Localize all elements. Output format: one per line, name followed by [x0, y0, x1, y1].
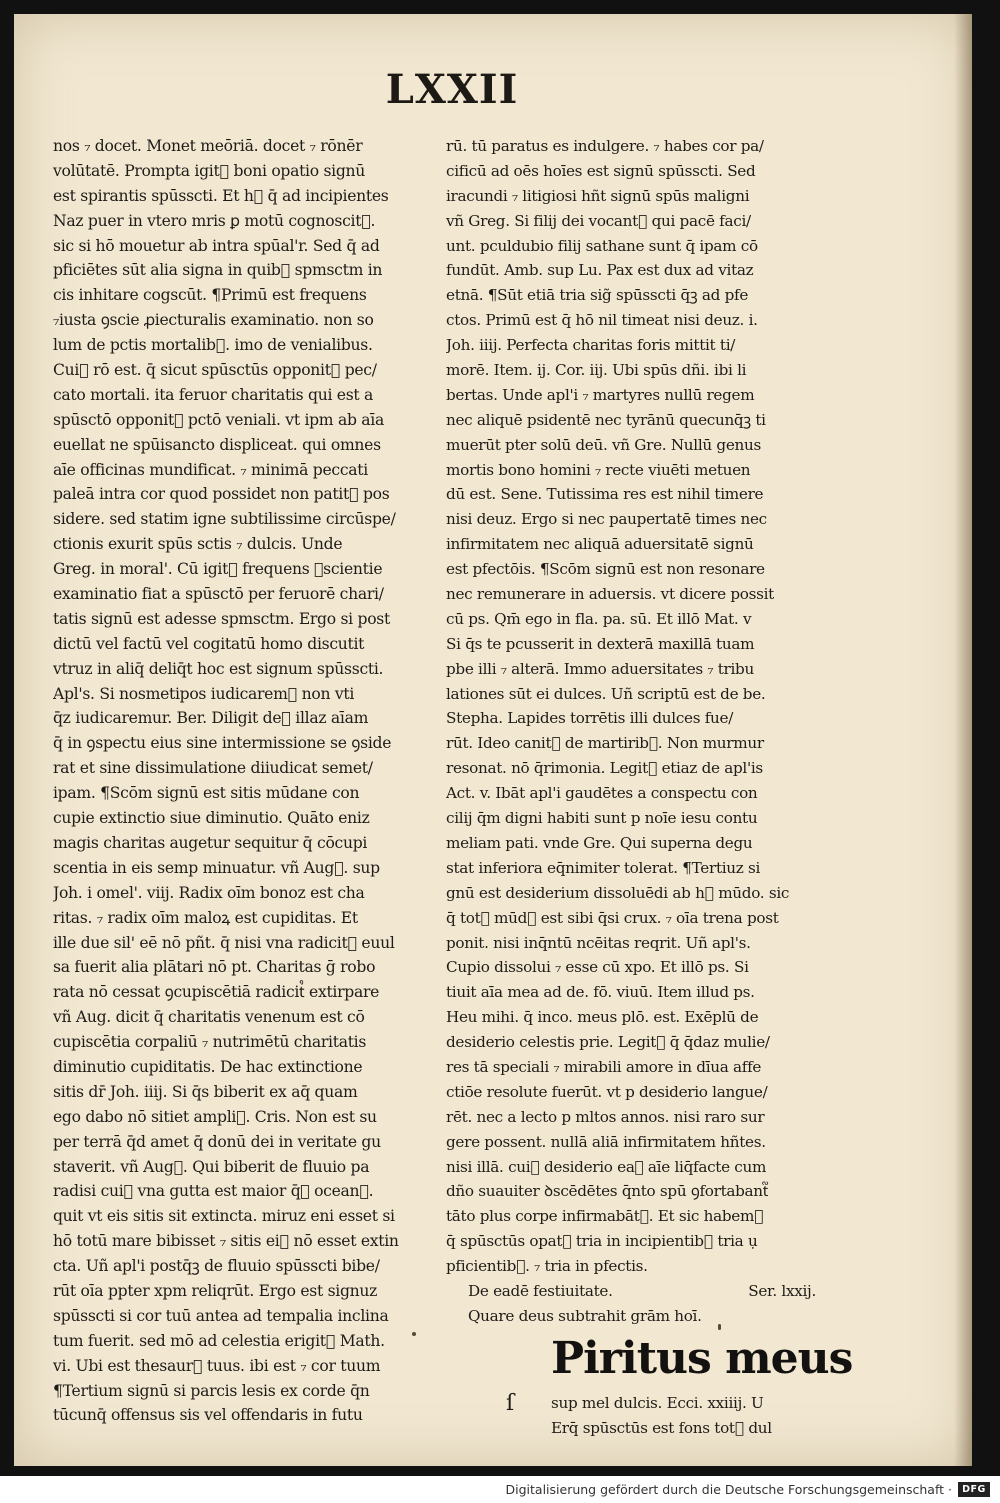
text-line: Erq̄ spūsctūs est fons tot᷒ dul [551, 1418, 772, 1437]
text-line: Joh. iiij. Perfecta charitas foris mittit ti/ [446, 336, 736, 355]
text-line: nos ₇ docet. Monet meōriā. docet ₇ rōnēr [53, 137, 363, 155]
dfg-logo-icon: DFG [958, 1482, 990, 1497]
page-edge-shadow [954, 14, 972, 1466]
text-line: ₇iusta ꝯscie ꝓiecturalis examinatio. non so [53, 311, 374, 330]
text-line: spūsscti si cor tuū antea ad tempalia inclina [53, 1306, 389, 1325]
text-line: pficientib᷒. ₇ tria in pfectis. [446, 1257, 648, 1276]
text-line: desiderio celestis prie. Legit᷑ q̄ q̄daz mulie/ [446, 1033, 770, 1052]
text-line: cupiscētia corpaliū ₇ nutrimētū charitatis [53, 1033, 367, 1052]
text-line: nisi deuz. Ergo si nec paupertatē times nec [446, 510, 767, 529]
text-line: volūtatē. Prompta igit᷑ boni opatio signū [53, 161, 366, 180]
text-line: tūcunq̄ offensus sis vel offendaris in futu [53, 1406, 363, 1425]
text-line: vtruz in aliq̄ deliq̄t hoc est signum spūsscti. [53, 659, 384, 678]
text-line: vi. Ubi est thesaur᷒ tuus. ibi est ₇ cor tuum [53, 1356, 381, 1375]
text-line: mortis bono homini ₇ recte viuēti metuen [446, 460, 751, 479]
text-line: cta. Uñ apl'i postq̄ꝫ de fluuio spūsscti bibe/ [53, 1257, 380, 1276]
text-line: Cui᷒ rō est. q̄ sicut spūsctūs opponit᷑ pec/ [53, 361, 377, 380]
text-line: rata nō cessat ꝯcupiscētiā radicit᷒ extirpare [53, 983, 380, 1002]
text-line: radisi cui᷒ vna gutta est maior q̄ꝫ ocean᷒. [53, 1182, 374, 1201]
left-column [53, 134, 425, 1428]
text-line: rū. tū paratus es indulgere. ₇ habes cor pa/ [446, 137, 764, 155]
text-line: tāto plus corpe infirmabāt᷑. Et sic habem᷒ [446, 1207, 764, 1226]
text-line: sidere. sed statim igne subtilissime circūspe/ [53, 510, 396, 529]
text-line: sic si hō mouetur ab intra spūal'r. Sed q̄ ad [53, 236, 380, 255]
text-line: hō totū mare bibisset ₇ sitis ei᷒ nō esset extin [53, 1232, 399, 1251]
text-line: stat inferiora eq̄nimiter tolerat. ¶Tertiuz si [446, 858, 761, 877]
text-line: gere possent. nullā aliā infirmitatem hñtes. [446, 1132, 766, 1151]
text-line: ipam. ¶Scōm signū est sitis mūdane con [53, 784, 360, 803]
after-initial-text [446, 1391, 830, 1441]
text-line: resonat. nō q̄rimonia. Legit᷑ etiaz de apl'is [446, 759, 763, 778]
text-line: spūsctō opponit᷑ pctō veniali. vt ipm ab aīa [53, 410, 384, 429]
text-line: infirmitatem nec aliquā aduersitatē signū [446, 535, 754, 554]
text-line: tum fuerit. sed mō ad celestia erigit᷑ Math. [53, 1331, 385, 1350]
sermon-number: Ser. lxxij. [748, 1281, 816, 1300]
text-line: gnū est desiderium dissoluēdi ab hᷓ mūdo. sic [446, 883, 790, 902]
text-line: iracundi ₇ litigiosi hñt signū spūs maligni [446, 186, 750, 205]
text-line: Naz puer in vtero mris ꝑ motū cognoscit᷑. [53, 211, 376, 230]
text-line: sup mel dulcis. Ecci. xxiiij. U [551, 1393, 764, 1412]
text-line: aīe officinas mundificat. ₇ minimā peccati [53, 460, 368, 479]
text-line: scentia in eis semp minuatur. vñ Aug᷒. sup [53, 858, 380, 877]
text-line: ponit. nisi inq̄ntū ncēitas reqrit. Uñ apl's. [446, 933, 751, 952]
text-line: cū ps. Qm̄ ego in fla. pa. sū. Et illō Mat. v [446, 609, 752, 628]
text-line: tiuit aīa mea ad de. fō. viuū. Item illud ps. [446, 983, 755, 1002]
sermon-question: Quare deus subtrahit grām hoī. [468, 1306, 702, 1325]
text-line: dño suauiter ꝺscēdētes q̄nto spū ꝯfortabant᷑ [446, 1182, 768, 1201]
text-line: vñ Aug. dicit q̄ charitatis venenum est cō [53, 1008, 365, 1027]
text-line: Apl's. Si nosmetipos iudicarem᷒ non vti [53, 684, 355, 703]
text-line: Greg. in moral'. Cū igit᷑ frequens ꝯscientie [53, 560, 383, 579]
text-line: etnā. ¶Sūt etiā tria sig̃ spūsscti q̄ꝫ ad pfe [446, 286, 749, 305]
text-line: ctionis exurit spūs sctis ₇ dulcis. Unde [53, 535, 343, 554]
right-column: rū. tū paratus es indulgere. ₇ habes cor pa/ cificū ad oēs hoīes est signū spūsscti. Sed iracundi ₇ litigiosi hñt signū spūs maligni vñ Greg. Si filij dei vocant᷑ qui pacē faci/ unt. pculdubio filij sathane sunt q̄ ipam cō fundūt. Amb. sup Lu. Pax est dux ad vitaz etnā. ¶Sūt etiā tria sig̃ spūsscti q̄ꝫ ad pfe ctos. Primū est q̄ hō nil timeat nisi deuz. i. Joh. iiij. Perfecta charitas foris mittit ti/ morē. Item. ij. Cor. iij. Ubi spūs dñi. ibi li bertas. Unde apl'i ₇ martyres nullū regem nec aliquē psidentē nec tyrānū quecunq̄ꝫ ti muerūt pter solū deū. vñ Gre. Nullū genus mortis bono homini ₇ recte viuēti metuen dū est. Sene. Tutissima res est nihil timere nisi deuz. Ergo si nec paupertatē times nec infirmitatem nec aliquā aduersitatē signū est pfectōis. ¶Scōm signū est non resonare nec remunerare in aduersis. vt dicere possit cū ps. Qm̄ ego in fla. pa. sū. Et illō Mat. v Si q̄s te pcusserit in dexterā maxillā tuam pbe illi ₇ alterā. Immo aduersitates ₇ tribu lationes sūt ei dulces. Uñ scriptū est de be. Stepha. Lapides torrētis illi dulces fue/ rūt. Ideo canit᷑ de martirib᷒. Non murmur resonat. nō q̄rimonia. Legit᷑ etiaz de apl'is Act. v. Ibāt apl'i gaudētes a conspectu con cilij q̄m digni habiti sunt p noīe iesu contu meliam pati. vnde Gre. Qui superna degu stat inferiora eq̄nimiter tolerat. ¶Tertiuz si gnū est desiderium dissoluēdi ab hᷓ mūdo. sic q̄ tot᷒ mūd᷒ est sibi q̄si crux. ₇ oīa trena post ponit. nisi inq̄ntū ncēitas reqrit. Uñ apl's. Cupio dissolui ₇ esse cū xpo. Et illō ps. Si tiuit aīa mea ad de. fō. viuū. Item illud ps. Heu mihi. q̄ inco. meus plō. est. Exēplū de desiderio celestis prie. Legit᷑ q̄ q̄daz mulie/ res tā speciali ₇ mirabili amore in dīua affe ctiōe resolute fuerūt. vt p desiderio langue/ rēt. nec a lecto p mltos annos. nisi raro sur gere possent. nullā aliā infirmitatem hñtes. nisi illā. cui᷒ desiderio eaꝝ aīe liq̄facte cum dño suauiter ꝺscēdētes q̄nto spū ꝯfortabant᷑ tāto plus corpe infirmabāt᷑. Et sic habem᷒ q̄ spūsctūs opat᷑ tria in incipientib᷒ tria ụ pficientib᷒. ₇ tria in pfectis. De eadē festiuitate. Ser. lxxij. Quare deus subtrahit grām hoī. Piritus meus ſ sup mel dulcis. Ecci. xxiiij. U Erq̄ spūsctūs est fons tot᷒ dul [446, 134, 830, 1441]
text-line: rat et sine dissimulatione diiudicat semet/ [53, 759, 373, 778]
text-line: Cupio dissolui ₇ esse cū xpo. Et illō ps. Si [446, 958, 749, 977]
text-line: ego dabo nō sitiet ampli᷒. Cris. Non est su [53, 1107, 377, 1126]
footer-bar [0, 1476, 1000, 1503]
text-line: paleā intra cor quod possidet non patit᷑ pos [53, 485, 390, 504]
text-line: nec aliquē psidentē nec tyrānū quecunq̄ꝫ ti [446, 410, 766, 429]
right-column-text [446, 134, 830, 1279]
text-line: ille due sil' eē nō pñt. q̄ nisi vna radicit᷒ euul [53, 933, 395, 952]
text-line: nisi illā. cui᷒ desiderio eaꝝ aīe liq̄facte cum [446, 1157, 767, 1176]
text-line: per terrā q̄d amet q̄ donū dei in veritate gu [53, 1132, 381, 1151]
text-line: meliam pati. vnde Gre. Qui superna degu [446, 833, 753, 852]
text-line: bertas. Unde apl'i ₇ martyres nullū regem [446, 385, 755, 404]
text-line: q̄ tot᷒ mūd᷒ est sibi q̄si crux. ₇ oīa trena post [446, 908, 779, 927]
text-line: tatis signū est adesse spmsctm. Ergo si post [53, 609, 390, 628]
text-line: diminutio cupiditatis. De hac extinctione [53, 1057, 363, 1076]
text-line: Act. v. Ibāt apl'i gaudētes a conspectu con [446, 784, 758, 803]
text-line: rūt oīa ppter xpm reliqrūt. Ergo est signuz [53, 1281, 378, 1300]
text-line: fundūt. Amb. sup Lu. Pax est dux ad vitaz [446, 261, 754, 280]
text-line: Si q̄s te pcusserit in dexterā maxillā tuam [446, 634, 755, 653]
text-line: rūt. Ideo canit᷑ de martirib᷒. Non murmur [446, 734, 764, 753]
text-line: staverit. vñ Aug᷒. Qui biberit de fluuio pa [53, 1157, 370, 1176]
text-line: ctos. Primū est q̄ hō nil timeat nisi deuz. i. [446, 311, 758, 330]
text-line: quit vt eis sitis sit extincta. miruz eni esset si [53, 1207, 395, 1226]
funding-notice: Digitalisierung gefördert durch die Deutsche Forschungsgemeinschaft · [505, 1482, 952, 1497]
text-line: dū est. Sene. Tutissima res est nihil timere [446, 485, 764, 504]
text-line: ctiōe resolute fuerūt. vt p desiderio langue/ [446, 1082, 768, 1101]
decorated-incipit: Piritus meus [551, 1332, 853, 1384]
text-line: sa fuerit alia plātari nō pt. Charitas ḡ robo [53, 958, 376, 977]
text-line: est pfectōis. ¶Scōm signū est non resonare [446, 560, 765, 579]
text-line: q̄z iudicaremur. Ber. Diligit de᷒ illaz aīam [53, 709, 369, 728]
text-line: pbe illi ₇ alterā. Immo aduersitates ₇ tribu [446, 659, 754, 678]
sermon-heading [446, 1279, 830, 1304]
text-line: euellat ne spūisancto displiceat. qui omnes [53, 435, 381, 454]
initial-row [446, 1329, 853, 1391]
text-line: ¶Tertium signū si parcis lesis ex corde q̄n [53, 1381, 370, 1400]
text-line: unt. pculdubio filij sathane sunt q̄ ipam cō [446, 236, 758, 255]
text-line: est spirantis spūsscti. Et hᷓ q̄ ad incipientes [53, 186, 389, 205]
text-line: cato mortali. ita feruor charitatis qui est a [53, 385, 374, 404]
text-line: Stepha. Lapides torrētis illi dulces fue/ [446, 709, 734, 728]
ink-speck [412, 1332, 416, 1336]
text-line: Joh. i omel'. viij. Radix oīm bonoz est cha [53, 883, 365, 902]
text-line: cis inhitare cogscūt. ¶Primū est frequens [53, 286, 367, 305]
text-line: q̄ in ꝯspectu eius sine intermissione se ꝯside [53, 734, 392, 753]
folio-number: LXXII [385, 66, 519, 113]
text-line: res tā speciali ₇ mirabili amore in dīua affe [446, 1057, 762, 1076]
sermon-heading-title: De eadē festiuitate. [468, 1281, 613, 1300]
text-line: magis charitas augetur sequitur q̄ cōcupi [53, 833, 368, 852]
text-line: cupie extinctio siue diminutio. Quāto eniz [53, 809, 370, 828]
text-line: lum de pctis mortalib᷒. imo de venialibus. [53, 336, 373, 355]
text-line: nec remunerare in aduersis. vt dicere possit [446, 585, 774, 604]
text-line: Heu mihi. q̄ inco. meus plō. est. Exēplū de [446, 1008, 759, 1027]
text-line: vñ Greg. Si filij dei vocant᷑ qui pacē faci/ [446, 211, 751, 230]
text-line: dictū vel factū vel cogitatū homo discutit [53, 634, 365, 653]
text-line: morē. Item. ij. Cor. iij. Ubi spūs dñi. ibi li [446, 361, 747, 380]
text-line: pficiētes sūt alia signa in quib᷒ spmsctm in [53, 261, 383, 280]
text-line: cificū ad oēs hoīes est signū spūsscti. Sed [446, 161, 756, 180]
text-line: rēt. nec a lecto p mltos annos. nisi raro sur [446, 1107, 765, 1126]
text-line: ritas. ₇ radix oīm maloꝝ est cupiditas. Et [53, 908, 358, 927]
text-line: q̄ spūsctūs opat᷑ tria in incipientib᷒ tria ụ [446, 1232, 758, 1251]
text-line: examinatio fiat a spūsctō per feruorē chari/ [53, 585, 384, 604]
text-line: muerūt pter solū deū. vñ Gre. Nullū genus [446, 435, 761, 454]
text-line: sitis dr̄ Joh. iiij. Si q̄s biberit ex aq̄ quam [53, 1082, 358, 1101]
text-line: cilij q̄m digni habiti sunt p noīe iesu contu [446, 809, 758, 828]
text-line: lationes sūt ei dulces. Uñ scriptū est de be. [446, 684, 766, 703]
book-page [14, 14, 972, 1466]
ink-speck [718, 1324, 721, 1330]
